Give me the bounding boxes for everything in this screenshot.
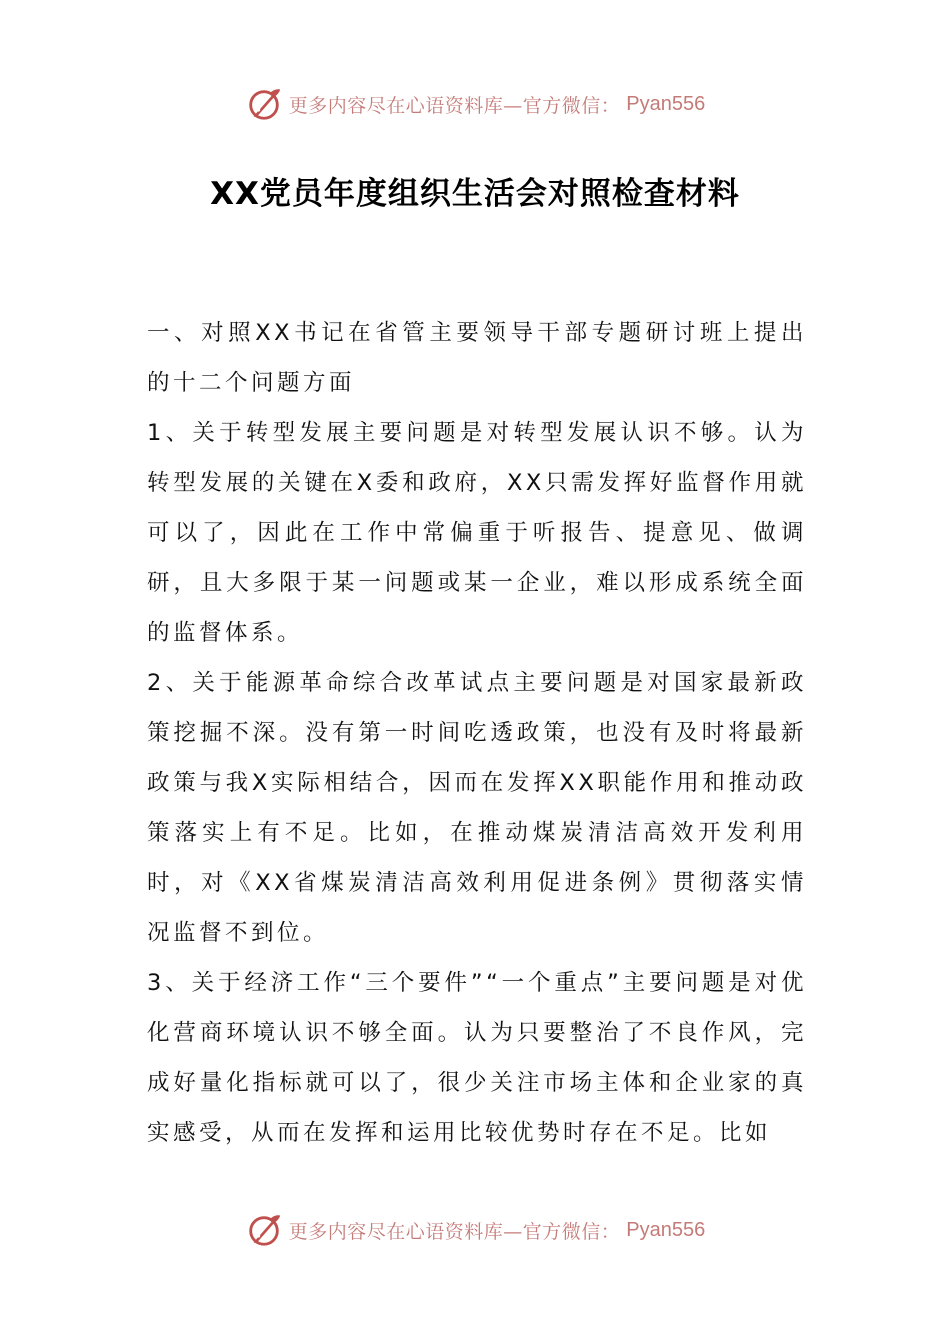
watermark-text: 更多内容尽在心语资料库—官方微信：: [288, 1220, 621, 1243]
quill-logo-icon: [245, 1211, 283, 1249]
document-body: [147, 308, 807, 1158]
paragraph-1: 1、关于转型发展主要问题是对转型发展认识不够。认为转型发展的关键在X委和政府，XX只需发挥好监督作用就可以了，因此在工作中常偏重于听报告、提意见、做调研，且大多限于某一问题或某一企业，难以形成系统全面的监督体系。: [147, 420, 807, 646]
quill-logo-icon: [245, 85, 283, 123]
watermark-text: 更多内容尽在心语资料库—官方微信：: [288, 94, 621, 117]
paragraph-3: 3、关于经济工作“三个要件”“一个重点”主要问题是对优化营商环境认识不够全面。认为只要整治了不良作风，完成好量化指标就可以了，很少关注市场主体和企业家的真实感受，从而在发挥和运用比较优势时存在不足。比如: [147, 970, 807, 1146]
footer-watermark: [0, 1208, 950, 1252]
watermark-wechat-id: Pyan556: [626, 92, 706, 115]
watermark-wechat-id: Pyan556: [626, 1218, 706, 1241]
paragraph-2: 2、关于能源革命综合改革试点主要问题是对国家最新政策挖掘不深。没有第一时间吃透政策，也没有及时将最新政策与我X实际相结合，因而在发挥XX职能作用和推动政策落实上有不足。比如，在推动煤炭清洁高效开发利用时，对《XX省煤炭清洁高效利用促进条例》贯彻落实情况监督不到位。: [147, 670, 807, 946]
header-watermark: [0, 82, 950, 126]
document-title: XX党员年度组织生活会对照检查材料: [210, 176, 740, 212]
section-heading: 一、对照XX书记在省管主要领导干部专题研讨班上提出的十二个问题方面: [147, 320, 807, 396]
